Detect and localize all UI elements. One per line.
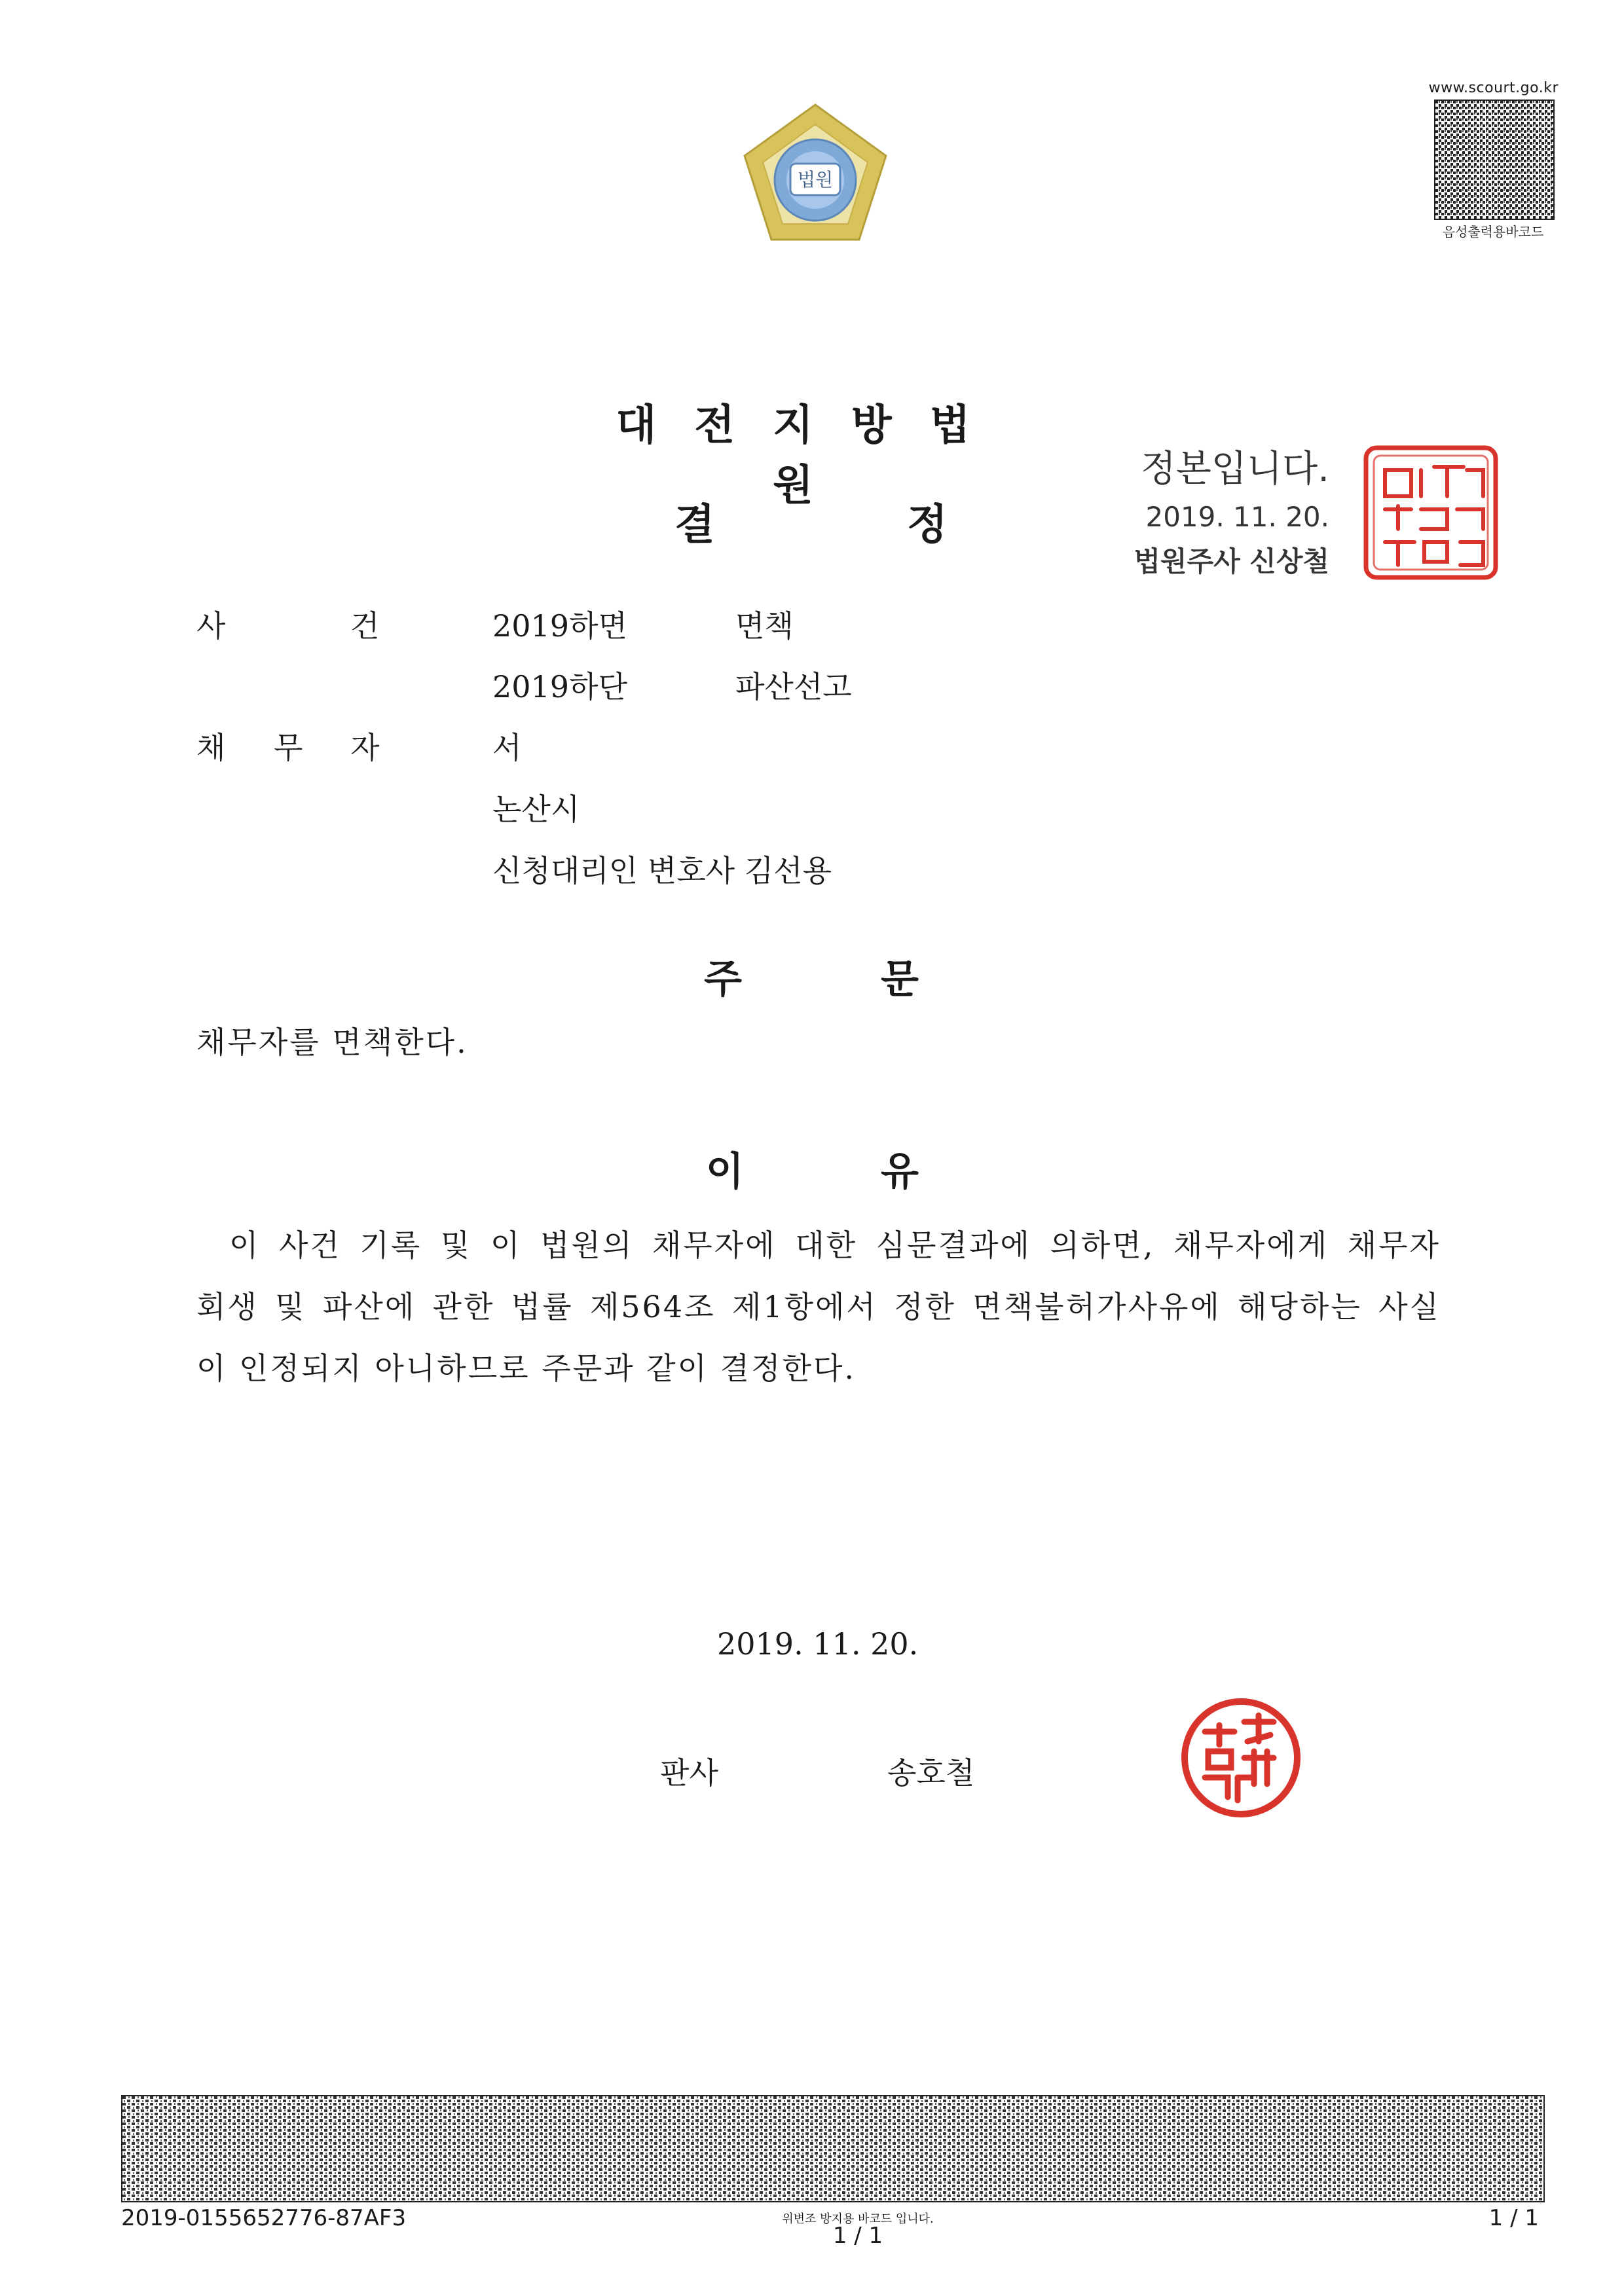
judge-name: 송호철 [887, 1755, 975, 1791]
case-name-1: 면책 [735, 608, 794, 644]
emblem-label: 법원 [797, 169, 834, 191]
certification-text: 정본입니다. [1140, 448, 1329, 490]
certification-officer: 법원주사 신상철 [1134, 545, 1329, 577]
qr-url: www.scourt.go.kr [1428, 80, 1559, 96]
debtor-label-2: 무 [274, 730, 303, 765]
debtor-agent: 신청대리인 변호사 김선용 [492, 853, 832, 888]
doc-type-right: 정 [907, 501, 948, 549]
case-name-2: 파산선고 [735, 669, 852, 704]
qr-code [1434, 100, 1555, 220]
reason-line-3: 이 인정되지 아니하므로 주문과 같이 결정한다. [196, 1351, 857, 1386]
court-seal-stamp [1362, 444, 1500, 581]
order-text: 채무자를 면책한다. [196, 1025, 468, 1060]
court-name: 대전지방법원 [616, 401, 1008, 510]
debtor-name: 서 [492, 730, 522, 765]
reason-line-1: 이 사건 기록 및 이 법원의 채무자에 대한 심문결과에 의하면, 채무자에게 채무자 [229, 1228, 1441, 1263]
page-number-center: 1 / 1 [832, 2223, 883, 2249]
case-label-2: 건 [350, 608, 380, 644]
debtor-label-1: 채 [196, 730, 226, 765]
certification-date: 2019. 11. 20. [1145, 501, 1329, 533]
judge-seal-stamp [1179, 1696, 1303, 1820]
debtor-address: 논산시 [492, 792, 580, 827]
page-number-right: 1 / 1 [1488, 2205, 1539, 2231]
qr-caption: 음성출력용바코드 [1442, 224, 1544, 240]
decision-date: 2019. 11. 20. [717, 1626, 919, 1662]
doc-type-left: 결 [674, 501, 715, 549]
reason-heading-left: 이 [706, 1149, 744, 1195]
case-label [196, 602, 225, 646]
case-number-2: 2019하단 [492, 669, 627, 704]
document-id: 2019-0155652776-87AF3 [121, 2205, 407, 2231]
case-label-1: 사 [196, 608, 226, 644]
court-emblem [737, 98, 894, 255]
anti-forgery-barcode [121, 2095, 1545, 2202]
debtor-label-3: 자 [350, 730, 380, 765]
case-number-1: 2019하면 [492, 608, 627, 644]
order-heading-right: 문 [881, 957, 919, 1002]
order-heading-left: 주 [704, 957, 742, 1002]
reason-line-2: 회생 및 파산에 관한 법률 제564조 제1항에서 정한 면책불허가사유에 해당하는 사실 [196, 1289, 1441, 1324]
reason-heading-right: 유 [881, 1149, 919, 1195]
judge-title: 판사 [660, 1755, 718, 1791]
barcode-caption: 위변조 방지용 바코드 입니다. [782, 2212, 934, 2226]
